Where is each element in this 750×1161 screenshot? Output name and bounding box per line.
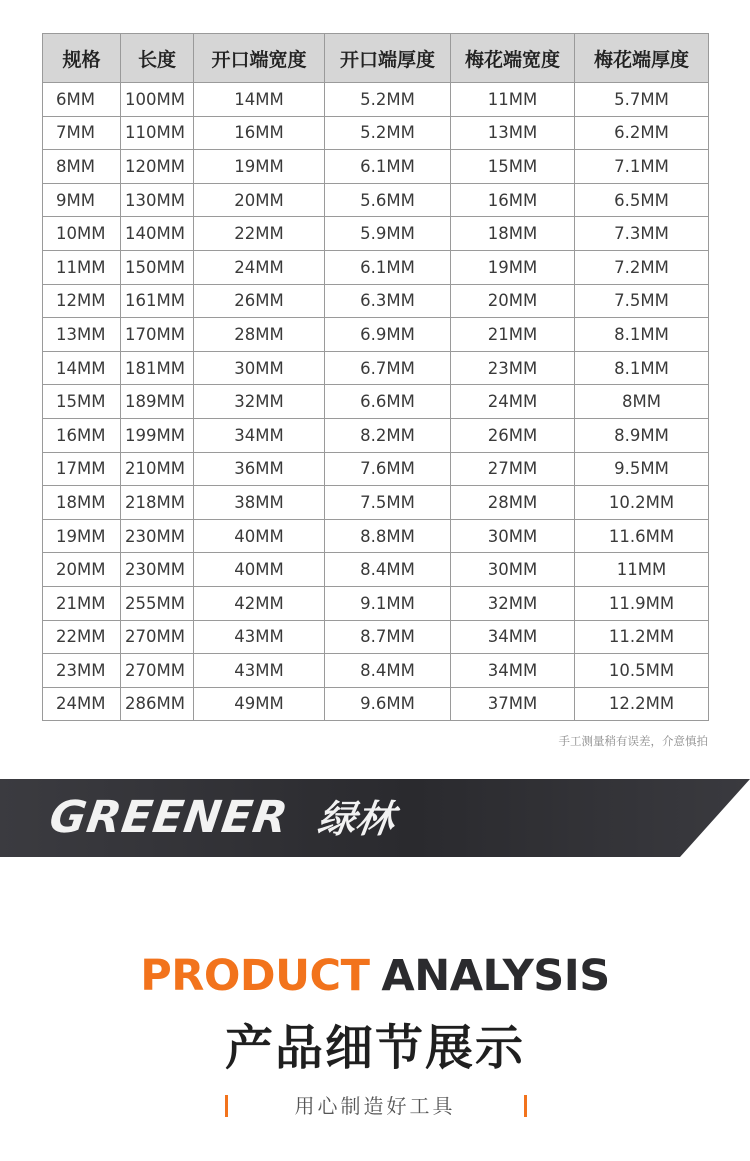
table-cell: 14MM [194,83,325,117]
table-cell: 8MM [575,385,709,419]
table-cell: 26MM [451,418,575,452]
title-analysis: ANALYSIS [381,951,610,1001]
table-cell: 230MM [121,519,194,553]
column-header: 开口端厚度 [325,34,451,83]
column-header: 梅花端厚度 [575,34,709,83]
table-cell: 22MM [194,217,325,251]
table-row [43,183,709,217]
table-cell: 181MM [121,351,194,385]
table-cell: 28MM [194,318,325,352]
table-cell: 32MM [194,385,325,419]
table-cell: 43MM [194,620,325,654]
table-row [43,385,709,419]
column-header: 开口端宽度 [194,34,325,83]
table-cell: 24MM [194,250,325,284]
table-cell: 5.2MM [325,116,451,150]
table-cell: 8.2MM [325,418,451,452]
brand-logo-cn: 绿林 [314,797,398,841]
table-cell: 49MM [194,687,325,721]
table-row [43,586,709,620]
table-cell: 19MM [451,250,575,284]
table-cell: 130MM [121,183,194,217]
table-row [43,654,709,688]
table-row [43,83,709,117]
table-cell: 16MM [451,183,575,217]
table-cell: 6.5MM [575,183,709,217]
table-cell: 34MM [194,418,325,452]
table-cell: 7.5MM [325,486,451,520]
table-row [43,418,709,452]
table-cell: 100MM [121,83,194,117]
product-subtitle: 用心制造好工具 [294,1094,456,1118]
table-cell: 210MM [121,452,194,486]
table-cell: 10.2MM [575,486,709,520]
brand-logo-en: GREENER [46,792,292,843]
table-cell: 170MM [121,318,194,352]
table-cell: 34MM [451,620,575,654]
table-cell: 13MM [43,318,121,352]
table-cell: 26MM [194,284,325,318]
table-cell: 23MM [451,351,575,385]
spec-table [42,33,709,721]
table-cell: 120MM [121,150,194,184]
table-cell: 18MM [43,486,121,520]
table-row [43,687,709,721]
table-row [43,486,709,520]
table-cell: 7.1MM [575,150,709,184]
table-cell: 189MM [121,385,194,419]
table-cell: 7.3MM [575,217,709,251]
column-header: 规格 [43,34,121,83]
table-cell: 28MM [451,486,575,520]
table-cell: 30MM [451,519,575,553]
table-cell: 11MM [43,250,121,284]
table-cell: 5.6MM [325,183,451,217]
table-cell: 19MM [43,519,121,553]
table-cell: 6.3MM [325,284,451,318]
table-cell: 30MM [194,351,325,385]
table-cell: 12MM [43,284,121,318]
table-cell: 11.2MM [575,620,709,654]
table-cell: 270MM [121,620,194,654]
table-cell: 10MM [43,217,121,251]
table-cell: 37MM [451,687,575,721]
table-cell: 20MM [451,284,575,318]
table-cell: 18MM [451,217,575,251]
table-cell: 23MM [43,654,121,688]
table-cell: 6.1MM [325,250,451,284]
table-cell: 10.5MM [575,654,709,688]
table-cell: 255MM [121,586,194,620]
table-cell: 11.6MM [575,519,709,553]
spec-table-body [43,83,709,721]
table-cell: 230MM [121,553,194,587]
table-row [43,553,709,587]
product-details-heading: 产品细节展示 [224,1020,525,1076]
table-cell: 20MM [194,183,325,217]
column-header: 长度 [121,34,194,83]
table-cell: 15MM [43,385,121,419]
product-analysis-title [0,948,750,1004]
table-row [43,620,709,654]
table-row [43,318,709,352]
table-cell: 17MM [43,452,121,486]
table-cell: 9.5MM [575,452,709,486]
table-cell: 9.1MM [325,586,451,620]
table-cell: 5.7MM [575,83,709,117]
table-row [43,284,709,318]
table-cell: 11MM [451,83,575,117]
banner-corner-cut [680,779,750,857]
table-cell: 7.2MM [575,250,709,284]
table-cell: 11MM [575,553,709,587]
table-cell: 9.6MM [325,687,451,721]
table-cell: 11.9MM [575,586,709,620]
table-cell: 6.2MM [575,116,709,150]
table-cell: 15MM [451,150,575,184]
column-header: 梅花端宽度 [451,34,575,83]
table-cell: 7.5MM [575,284,709,318]
table-cell: 42MM [194,586,325,620]
table-cell: 5.2MM [325,83,451,117]
spec-table-header [43,34,709,83]
table-row [43,116,709,150]
table-cell: 13MM [451,116,575,150]
title-product: PRODUCT [140,951,370,1001]
brand-banner [0,779,750,857]
table-cell: 161MM [121,284,194,318]
table-cell: 20MM [43,553,121,587]
table-cell: 6.6MM [325,385,451,419]
table-cell: 24MM [43,687,121,721]
table-row [43,452,709,486]
table-cell: 19MM [194,150,325,184]
subtitle-bar-right [524,1095,527,1117]
table-cell: 14MM [43,351,121,385]
table-cell: 8.7MM [325,620,451,654]
table-cell: 16MM [43,418,121,452]
table-row [43,150,709,184]
table-cell: 32MM [451,586,575,620]
table-cell: 12.2MM [575,687,709,721]
table-row [43,519,709,553]
table-cell: 218MM [121,486,194,520]
table-cell: 140MM [121,217,194,251]
measurement-note: 手工测量稍有误差，介意慎拍 [558,734,708,748]
table-cell: 30MM [451,553,575,587]
table-cell: 150MM [121,250,194,284]
table-cell: 22MM [43,620,121,654]
table-cell: 6.7MM [325,351,451,385]
table-cell: 8.1MM [575,351,709,385]
table-cell: 5.9MM [325,217,451,251]
table-cell: 6MM [43,83,121,117]
table-cell: 8.1MM [575,318,709,352]
table-cell: 43MM [194,654,325,688]
header-row [43,34,709,83]
table-cell: 34MM [451,654,575,688]
table-cell: 8.4MM [325,553,451,587]
table-cell: 7.6MM [325,452,451,486]
table-cell: 36MM [194,452,325,486]
table-row [43,250,709,284]
table-cell: 8.8MM [325,519,451,553]
table-cell: 8MM [43,150,121,184]
table-cell: 110MM [121,116,194,150]
table-cell: 8.4MM [325,654,451,688]
table-cell: 27MM [451,452,575,486]
table-cell: 9MM [43,183,121,217]
table-cell: 24MM [451,385,575,419]
table-cell: 6.1MM [325,150,451,184]
table-cell: 7MM [43,116,121,150]
table-cell: 16MM [194,116,325,150]
table-cell: 270MM [121,654,194,688]
table-cell: 40MM [194,553,325,587]
table-cell: 38MM [194,486,325,520]
table-cell: 21MM [43,586,121,620]
table-cell: 21MM [451,318,575,352]
table-cell: 40MM [194,519,325,553]
table-row [43,351,709,385]
table-cell: 6.9MM [325,318,451,352]
table-cell: 8.9MM [575,418,709,452]
table-cell: 199MM [121,418,194,452]
table-cell: 286MM [121,687,194,721]
table-row [43,217,709,251]
